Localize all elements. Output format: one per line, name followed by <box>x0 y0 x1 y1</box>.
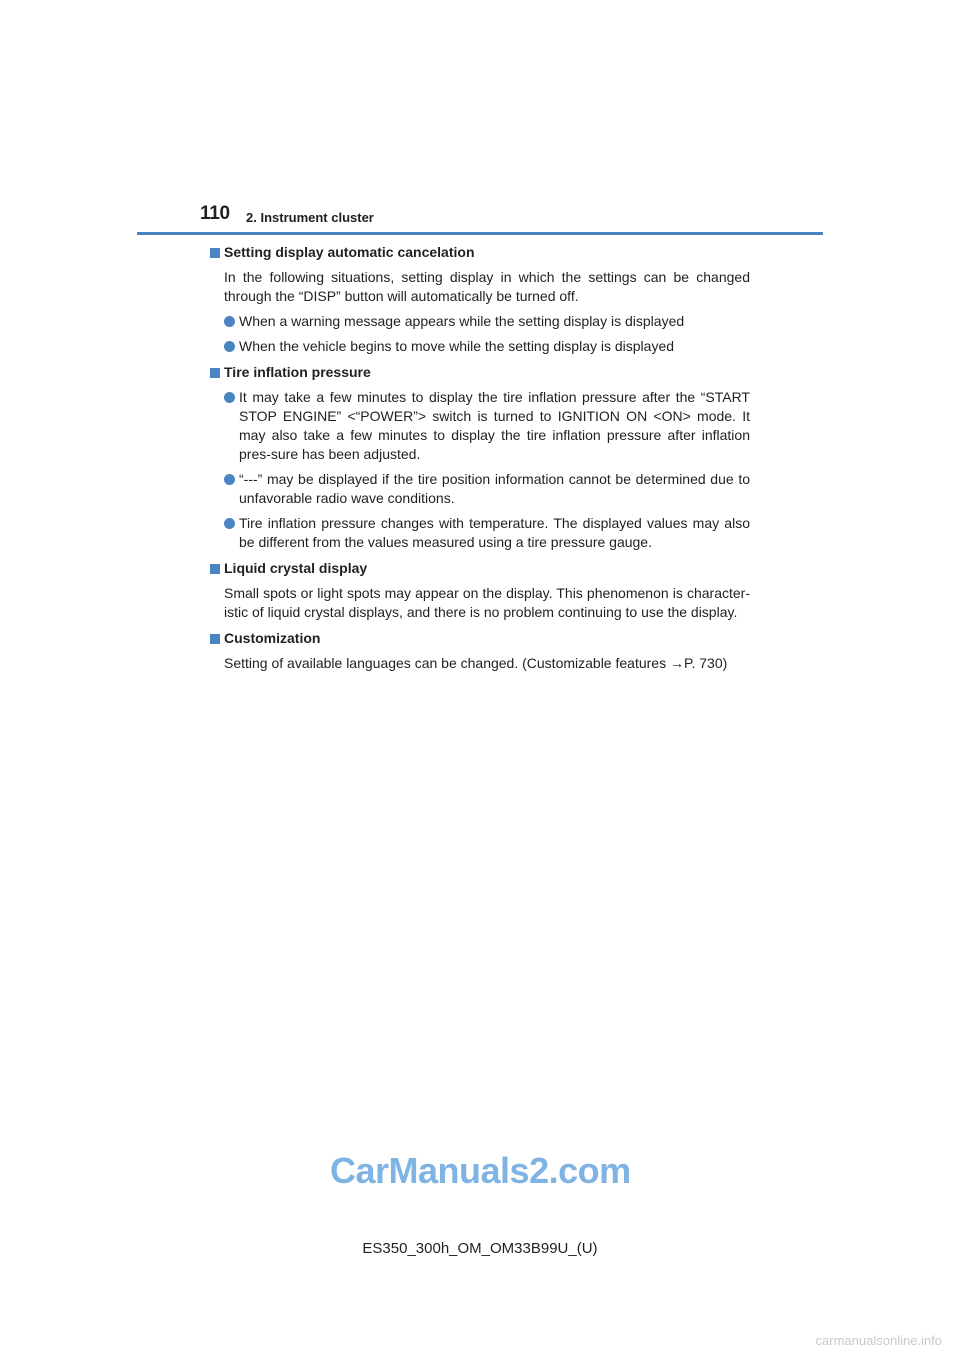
list-item <box>224 470 750 508</box>
section-liquid-crystal <box>210 559 750 622</box>
square-bullet-icon <box>210 248 220 258</box>
list-item <box>224 514 750 552</box>
section-tire-inflation <box>210 363 750 552</box>
circle-bullet-icon <box>224 341 235 352</box>
section-heading <box>210 243 750 262</box>
circle-bullet-icon <box>224 474 235 485</box>
page-number: 110 <box>200 203 230 224</box>
section-heading <box>210 559 750 578</box>
list-item <box>224 388 750 464</box>
page-footer <box>0 1240 960 1257</box>
list-item-text: “---” may be displayed if the tire position information cannot be determined due to unfavorable radio wave conditions. <box>239 471 750 506</box>
section-heading <box>210 363 750 382</box>
list-item-text: It may take a few minutes to display the tire inflation pressure after the “START STOP ENGINE” <“POWER”> switch is turned to IGNITION ON <ON> mode. It may also take a few minutes to display the tire inflation pressure after inflation pres-sure has been adjusted. <box>239 389 750 462</box>
circle-bullet-icon <box>224 316 235 327</box>
heading-text: Tire inflation pressure <box>224 364 371 380</box>
section-setting-display <box>210 243 750 356</box>
square-bullet-icon <box>210 368 220 378</box>
corner-watermark: carmanualsonline.info <box>815 1333 942 1348</box>
section-title: 2. Instrument cluster <box>246 210 374 225</box>
list-item <box>224 312 750 331</box>
list-item <box>224 337 750 356</box>
watermark-logo: CarManuals2.com <box>330 1150 631 1191</box>
circle-bullet-icon <box>224 518 235 529</box>
paragraph: Small spots or light spots may appear on the display. This phenomenon is character-istic of liquid crystal displays, and there is no problem continuing to use the display. <box>224 585 750 620</box>
list-item-text: When the vehicle begins to move while the setting display is displayed <box>239 338 675 354</box>
paragraph: Setting of available languages can be changed. (Customizable features →P. 730) <box>224 655 728 671</box>
paragraph: In the following situations, setting display in which the settings can be changed through the “DISP” button will automatically be turned off. <box>224 269 750 304</box>
page-content <box>210 243 750 673</box>
document-code: ES350_300h_OM_OM33B99U_(U) <box>362 1240 598 1257</box>
section-customization <box>210 629 750 673</box>
heading-text: Customization <box>224 630 321 646</box>
list-item-text: When a warning message appears while the setting display is displayed <box>239 313 685 329</box>
heading-text: Liquid crystal display <box>224 560 368 576</box>
list-item-text: Tire inflation pressure changes with temperature. The displayed values may also be different from the values measured using a tire pressure gauge. <box>239 515 750 550</box>
circle-bullet-icon <box>224 392 235 403</box>
section-heading <box>210 629 750 648</box>
header-rule <box>137 232 823 235</box>
square-bullet-icon <box>210 564 220 574</box>
square-bullet-icon <box>210 634 220 644</box>
heading-text: Setting display automatic cancelation <box>224 244 475 260</box>
page-header <box>0 0 960 240</box>
